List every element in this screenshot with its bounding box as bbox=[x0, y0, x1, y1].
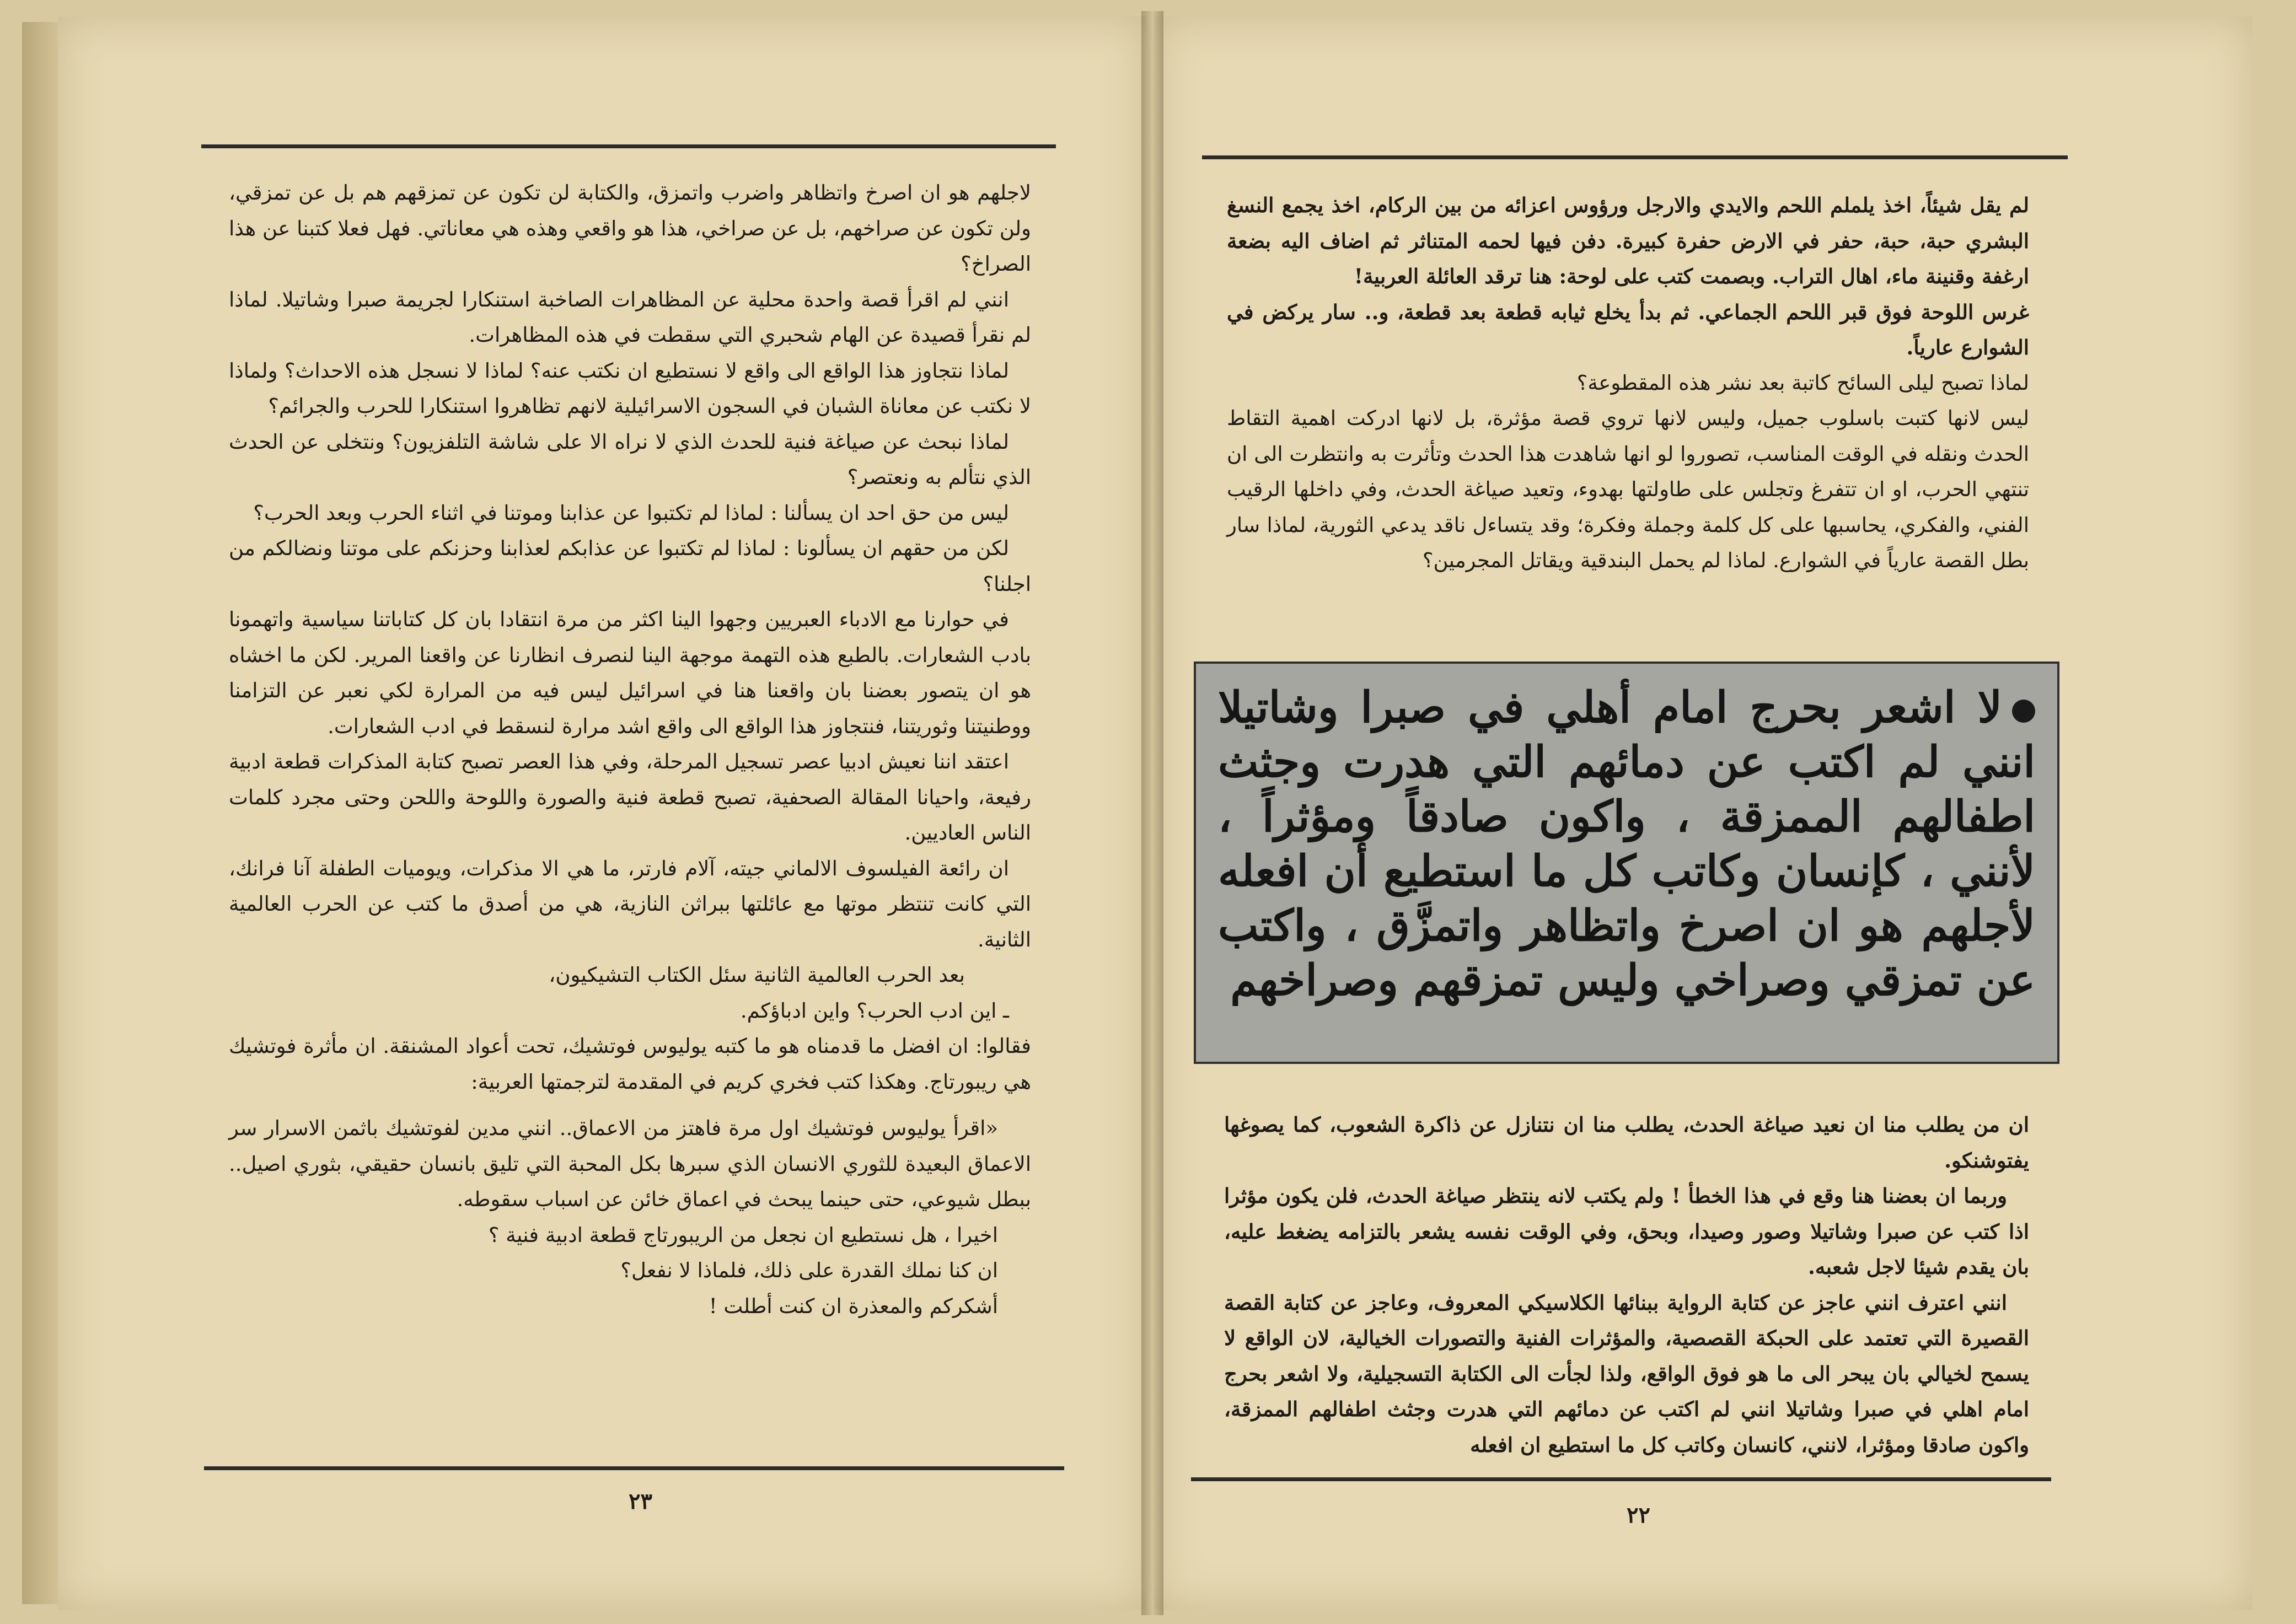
left-paragraph: لكن من حقهم ان يسألونا : لماذا لم تكتبوا عن عذابكم لعذابنا وحزنكم على موتنا ونضالكم من اجلنا؟ bbox=[229, 536, 1031, 596]
left-top-rule bbox=[201, 144, 1056, 148]
left-page-number: ٢٣ bbox=[629, 1488, 652, 1514]
left-paragraph: انني لم اقرأ قصة واحدة محلية عن المظاهرات الصاخبة استنكارا لجريمة صبرا وشاتيلا. لماذا لم نقرأ قصيدة عن الهام شحبري التي سقطت في هذه المظاهرات. bbox=[229, 287, 1031, 347]
right-paragraph: غرس اللوحة فوق قبر اللحم الجماعي. ثم بدأ يخلع ثيابه قطعة بعد قطعة، و.. سار يركض في الشوارع عارياً. bbox=[1227, 299, 2029, 359]
left-text-column bbox=[229, 175, 1031, 1324]
right-paragraph: ان من يطلب منا ان نعيد صياغة الحدث، يطلب منا ان نتنازل عن ذاكرة الشعوب، كما يصوغها يفتوشنكو. bbox=[1224, 1112, 2029, 1173]
left-paragraph: ـ اين ادب الحرب؟ واين ادباؤكم. bbox=[740, 998, 1009, 1023]
left-bottom-rule bbox=[204, 1466, 1064, 1470]
left-paragraph: اعتقد اننا نعيش ادبيا عصر تسجيل المرحلة، وفي هذا العصر تصبح كتابة المذكرات قطعة ادبية رفيعة، واحيانا المقالة الصحفية، تصبح قطعة فنية والصورة واللوحة واللحن وحتى مجرد كلمات الناس العاديين. bbox=[229, 750, 1031, 845]
right-paragraph: لم يقل شيئاً، اخذ يلملم اللحم والايدي والارجل ورؤوس اعزائه من بين الركام، اخذ يجمع النسغ البشري حبة، حبة، حفر في الارض حفرة كبيرة. دفن فيها لحمه المتناثر ثم اضاف اليه بضعة ارغفة وقنينة ماء، اهال التراب. وبصمت كتب على لوحة: هنا ترقد العائلة العربية! bbox=[1227, 193, 2029, 288]
left-paragraph: ان رائعة الفيلسوف الالماني جيته، آلام فارتر، ما هي الا مذكرات، ويوميات الطفلة آنا فرانك، التي كانت تنتظر موتها مع عائلتها ببراثن النازية، هي من أصدق ما كتب عن الحرب العالمية الثانية. bbox=[229, 856, 1031, 951]
left-paragraph: فقالوا: ان افضل ما قدمناه هو ما كتبه يوليوس فوتشيك، تحت أعواد المشنقة. ان مأثرة فوتشيك هي ريبورتاج. وهكذا كتب فخري كريم في المقدمة لترجمتها العربية: bbox=[229, 1034, 1031, 1094]
left-paragraph: لاجلهم هو ان اصرخ واتظاهر واضرب واتمزق، والكتابة لن تكون عن تمزقهم هم بل عن تمزقي، ولن تكون عن صراخهم، بل عن صراخي، هذا هو واقعي وهذه هي معاناتي. فهل فعلا كتبنا عن هذا الصراخ؟ bbox=[229, 181, 1031, 276]
right-bottom-text-column bbox=[1224, 1107, 2029, 1462]
left-paragraph: لماذا نتجاوز هذا الواقع الى واقع لا نستطيع ان نكتب عنه؟ لماذا لا نسجل هذه الاحداث؟ ولماذا لا نكتب عن معاناة الشبان في السجون الاسرائيلية لانهم تظاهروا استنكارا للحرب والجرائم؟ bbox=[229, 358, 1031, 418]
left-page-edge bbox=[22, 22, 61, 1604]
left-paragraph: اخيرا ، هل نستطيع ان نجعل من الريبورتاج قطعة ادبية فنية ؟ bbox=[488, 1223, 998, 1247]
left-paragraph: في حوارنا مع الادباء العبريين وجهوا الينا اكثر من مرة انتقادا بان كل كتاباتنا سياسية واتهمونا بادب الشعارات. بالطبع هذه التهمة موجهة الينا لنصرف انظارنا عن واقعنا المرير. لكن ما اخشاه هو ان يتصور بعضنا بان واقعنا هنا في اسرائيل ليس فيه من المرارة لكي نعبر عن التزامنا ووطنيتنا وثوريتنا، فنتجاوز هذا الواقع الى واقع اشد مرارة لنسقط في ادب الشعارات. bbox=[229, 607, 1031, 738]
right-paragraph: انني اعترف انني عاجز عن كتابة الرواية ببنائها الكلاسيكي المعروف، وعاجز عن كتابة القصة القصيرة التي تعتمد على الحبكة القصصية، والمؤثرات الفنية والتصورات الخيالية، لان الواقع لا يسمح لخيالي بان يبحر الى ما هو فوق الواقع، ولذا لجأت الى الكتابة التسجيلية، ولا اشعر بحرج امام اهلي في صبرا وشاتيلا انني لم اكتب عن دمائهم التي هدرت وجثث اطفالهم الممزقة، واكون صادقا ومؤثرا، لانني، كانسان وكاتب كل ما استطيع ان افعله bbox=[1224, 1290, 2029, 1457]
quote-paragraph: «اقرأ يوليوس فوتشيك اول مرة فاهتز من الاعماق.. انني مدين لفوتشيك باثمن الاسرار سر الاعماق البعيدة للثوري الانسان الذي سبرها بكل المحبة التي تليق بانسان حقيقي، بثوري اصيل.. ببطل شيوعي، حتى حينما يبحث في اعماق خائن عن اسباب سقوطه. bbox=[229, 1116, 1031, 1211]
left-paragraph: بعد الحرب العالمية الثانية سئل الكتاب التشيكيون، bbox=[549, 963, 965, 987]
pull-quote-content: لا اشعر بحرج امام أهلي في صبرا وشاتيلا انني لم اكتب عن دمائهم التي هدرت وجثث اطفالهم الممزقة ، واكون صادقاً ومؤثراً ، لأنني ، كإنسان وكاتب كل ما استطيع أن افعله لأجلهم هو ان اصرخ واتظاهر واتمزَّق ، واكتب عن تمزقي وصراخي وليس تمزقهم وصراخهم bbox=[1218, 682, 2035, 1005]
right-paragraph: ليس لانها كتبت باسلوب جميل، وليس لانها تروي قصة مؤثرة، بل لانها ادركت اهمية التقاط الحدث ونقله في الوقت المناسب، تصوروا لو انها شاهدت هذا الحدث وتأثرت به وانتظرت الى ان تنتهي الحرب، او ان تتفرغ وتجلس على طاولتها بهدوء، وتعيد صياغة الحدث، وفي داخلها الرقيب الفني، والفكري، يحاسبها على كل كلمة وجملة وفكرة؛ وقد يتساءل ناقد يدعي الثورية، لماذا سار بطل القصة عارياً في الشوارع. لماذا لم يحمل البندقية ويقاتل المجرمين؟ bbox=[1227, 406, 2029, 572]
book-gutter bbox=[1141, 11, 1163, 1615]
right-paragraph: لماذا تصبح ليلى السائح كاتبة بعد نشر هذه المقطوعة؟ bbox=[1576, 370, 2029, 395]
left-paragraph: لماذا نبحث عن صياغة فنية للحدث الذي لا نراه الا على شاشة التلفزيون؟ ونتخلى عن الحدث الذي نتألم به ونعتصر؟ bbox=[229, 429, 1031, 489]
right-page-number: ٢٢ bbox=[1627, 1502, 1650, 1528]
right-paragraph: وربما ان بعضنا هنا وقع في هذا الخطأ ! ولم يكتب لانه ينتظر صياغة الحدث، فلن يكون مؤثرا اذا كتب عن صبرا وشاتيلا وصور وصيدا، وبحق، وفي الوقت نفسه يشعر بالتزامه يضغط عليه، بان يقدم شيئا لاجل شعبه. bbox=[1224, 1184, 2029, 1279]
pull-quote-text bbox=[1218, 680, 2035, 1008]
left-paragraph: ليس من حق احد ان يسألنا : لماذا لم تكتبوا عن عذابنا وموتنا في اثناء الحرب وبعد الحرب؟ bbox=[253, 501, 1009, 525]
left-paragraph: ان كنا نملك القدرة على ذلك، فلماذا لا نفعل؟ bbox=[620, 1259, 998, 1282]
right-top-text-column bbox=[1227, 187, 2029, 579]
pull-quote-box bbox=[1194, 662, 2059, 1064]
right-bottom-rule bbox=[1191, 1477, 2051, 1481]
bullet-icon bbox=[2012, 700, 2035, 723]
left-paragraph: أشكركم والمعذرة ان كنت أطلت ! bbox=[709, 1294, 998, 1318]
right-top-rule bbox=[1202, 155, 2068, 159]
